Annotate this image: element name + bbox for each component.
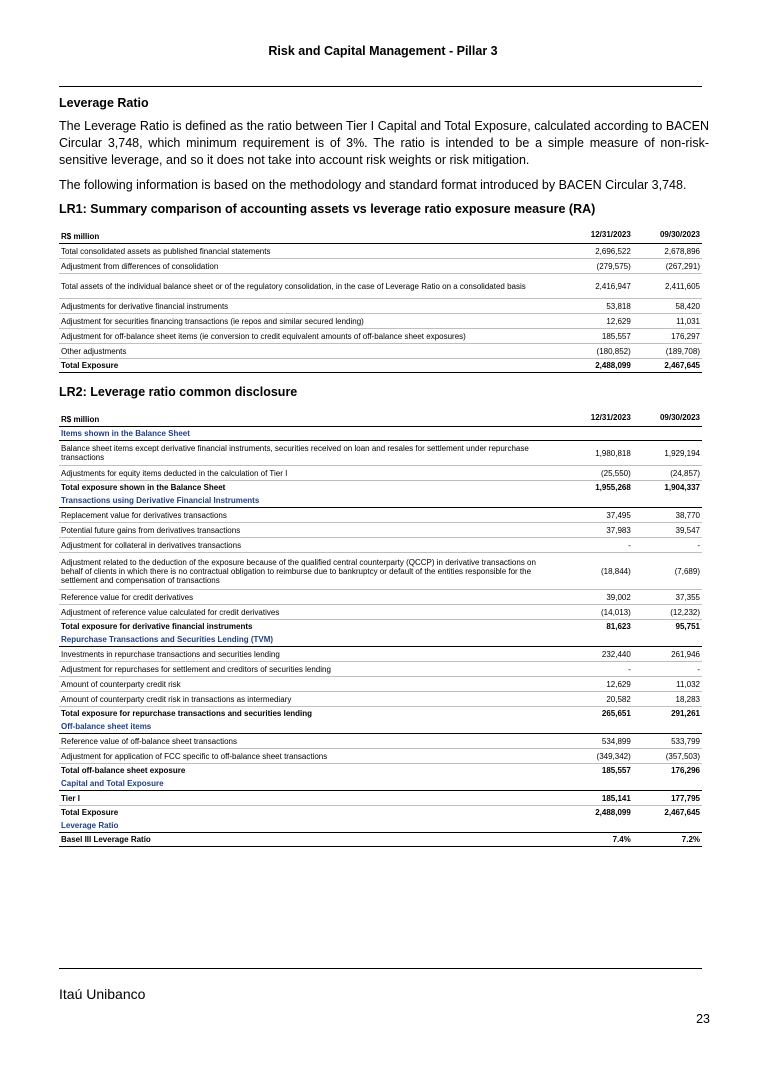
lr1-total-row [59, 359, 702, 373]
row-label: Adjustment for application of FCC specific to off-balance sheet transactions [59, 749, 564, 764]
table-row [59, 791, 702, 806]
page-number: 23 [696, 1012, 710, 1026]
row-label: Total consolidated assets as published financial statements [59, 244, 564, 259]
row-label: Balance sheet items except derivative financial instruments, securities received on loan and resales for settlement under repurchase transactions [59, 441, 564, 466]
table-row [59, 523, 702, 538]
row-value-2: (12,232) [633, 605, 702, 620]
subtotal-value-2: 1,904,337 [664, 483, 700, 492]
column-header-date-1: 12/31/2023 [564, 224, 633, 244]
subtotal-label: Total off-balance sheet exposure [61, 766, 186, 775]
row-value-2: - [633, 538, 702, 553]
row-value-1: 2,488,099 [595, 808, 631, 817]
row-value-1: - [564, 538, 633, 553]
row-value-1: 185,557 [564, 329, 633, 344]
row-value-1: 20,582 [564, 692, 633, 707]
table-row [59, 259, 702, 274]
table-row [59, 244, 702, 259]
row-label: Investments in repurchase transactions and securities lending [59, 647, 564, 662]
row-label: Adjustments for derivative financial instruments [59, 299, 564, 314]
lr2-header-row [59, 407, 702, 427]
subtotal-row [59, 707, 702, 721]
row-value-1: 232,440 [564, 647, 633, 662]
row-value-2: 58,420 [633, 299, 702, 314]
row-value-1: 37,983 [564, 523, 633, 538]
table-row [59, 314, 702, 329]
row-label: Reference value for credit derivatives [59, 590, 564, 605]
row-value-1: 39,002 [564, 590, 633, 605]
row-value-2: 37,355 [633, 590, 702, 605]
row-value-2: (24,857) [633, 466, 702, 481]
column-header-label: R$ million [59, 224, 564, 244]
lr2-title: LR2: Leverage ratio common disclosure [59, 385, 298, 399]
row-value-2: 38,770 [633, 508, 702, 523]
subtotal-label: Total exposure shown in the Balance Sheet [61, 483, 226, 492]
paragraph-definition: The Leverage Ratio is defined as the ratio between Tier I Capital and Total Exposure, calculated according to BACEN Circular 3,748, which minimum requirement is of 3%. The ratio is intended to be a simple measure of non-risk-sensitive leverage, and so it does not take into account risk weights or risk mitigation. [59, 119, 709, 167]
subtotal-row [59, 481, 702, 495]
lr1-title: LR1: Summary comparison of accounting assets vs leverage ratio exposure measure (RA) [59, 202, 596, 216]
table-row [59, 749, 702, 764]
table-row [59, 677, 702, 692]
table-row [59, 647, 702, 662]
row-value-1: - [564, 662, 633, 677]
subtotal-value-1: 185,557 [601, 766, 631, 775]
lr1-header-row [59, 224, 702, 244]
paragraph-methodology: The following information is based on the methodology and standard format introduced by BACEN Circular 3,748. [59, 178, 687, 192]
table-row [59, 508, 702, 523]
table-row [59, 299, 702, 314]
total-value-2: 2,467,645 [633, 359, 702, 373]
row-label: Adjustment for securities financing transactions (ie repos and similar secured lending) [59, 314, 564, 329]
row-value-2: 2,678,896 [633, 244, 702, 259]
row-label: Adjustment for off-balance sheet items (ie conversion to credit equivalent amounts of off-balance sheet exposures) [59, 329, 564, 344]
table-row [59, 662, 702, 677]
row-value-1: (25,550) [564, 466, 633, 481]
page-header-title: Risk and Capital Management - Pillar 3 [268, 44, 498, 58]
table-row [59, 605, 702, 620]
section-header [59, 720, 702, 734]
row-value-1: (279,575) [564, 259, 633, 274]
row-value-2: (189,708) [633, 344, 702, 359]
row-value-2: 11,031 [633, 314, 702, 329]
column-header-date-1: 12/31/2023 [564, 407, 633, 427]
row-value-1: 53,818 [564, 299, 633, 314]
table-row [59, 734, 702, 749]
section-header [59, 819, 702, 833]
row-label: Reference value of off-balance sheet transactions [59, 734, 564, 749]
lr1-table [59, 224, 702, 373]
row-value-2: 2,411,605 [633, 274, 702, 299]
row-label: Amount of counterparty credit risk in transactions as intermediary [59, 692, 564, 707]
row-value-1: (18,844) [564, 553, 633, 590]
subtotal-value-1: 1,955,268 [595, 483, 631, 492]
main-content [59, 96, 709, 847]
row-value-2: 39,547 [633, 523, 702, 538]
subtotal-value-1: 81,623 [606, 622, 631, 631]
row-value-2: 2,467,645 [664, 808, 700, 817]
row-label: Tier I [59, 791, 564, 806]
subtotal-value-2: 291,261 [671, 709, 700, 718]
section-title: Leverage Ratio [59, 96, 149, 110]
column-header-date-2: 09/30/2023 [633, 224, 702, 244]
table-row [59, 274, 702, 299]
leverage-ratio-row [59, 833, 702, 847]
row-value-1: (14,013) [564, 605, 633, 620]
row-value-1: 1,980,818 [564, 441, 633, 466]
table-row [59, 538, 702, 553]
table-row [59, 329, 702, 344]
row-value-2: 1,929,194 [633, 441, 702, 466]
total-value-1: 2,488,099 [564, 359, 633, 373]
subtotal-value-1: 265,651 [601, 709, 631, 718]
section-header [59, 633, 702, 647]
row-value-1: 37,495 [564, 508, 633, 523]
section-header [59, 777, 702, 791]
subtotal-row [59, 764, 702, 778]
subtotal-label: Total exposure for derivative financial instruments [61, 622, 253, 631]
row-label: Adjustment for repurchases for settlement and creditors of securities lending [59, 662, 564, 677]
row-value-2: (267,291) [633, 259, 702, 274]
table-row [59, 806, 702, 820]
section-header-label: Items shown in the Balance Sheet [59, 427, 702, 441]
row-value-2: 176,297 [633, 329, 702, 344]
row-label: Potential future gains from derivatives transactions [59, 523, 564, 538]
subtotal-row [59, 620, 702, 634]
total-label: Total Exposure [59, 359, 564, 373]
table-row [59, 553, 702, 590]
subtotal-value-2: 176,296 [671, 766, 700, 775]
row-value-1: 534,899 [564, 734, 633, 749]
row-value-1: 7.4% [564, 833, 633, 847]
footer-rule [59, 968, 702, 969]
table-row [59, 466, 702, 481]
row-label: Total Exposure [61, 808, 119, 817]
row-label: Total assets of the individual balance sheet or of the regulatory consolidation, in the case of Leverage Ratio on a consolidated basis [59, 274, 564, 299]
column-header-date-2: 09/30/2023 [633, 407, 702, 427]
row-value-2: (7,689) [633, 553, 702, 590]
row-label: Amount of counterparty credit risk [59, 677, 564, 692]
row-value-1: 2,696,522 [564, 244, 633, 259]
row-value-1: (180,852) [564, 344, 633, 359]
section-header-label: Off-balance sheet items [59, 720, 702, 734]
row-value-2: 533,799 [633, 734, 702, 749]
subtotal-value-2: 95,751 [675, 622, 700, 631]
row-value-2: 177,795 [633, 791, 702, 806]
row-label: Other adjustments [59, 344, 564, 359]
row-value-1: 185,141 [564, 791, 633, 806]
row-label: Basel III Leverage Ratio [59, 833, 564, 847]
row-value-2: 18,283 [633, 692, 702, 707]
footer-company: Itaú Unibanco [59, 986, 146, 1002]
row-label: Adjustment related to the deduction of the exposure because of the qualified central counterparty (QCCP) in derivative transactions on behalf of clients in which there is no contractual obligation to reimburse due to bankruptcy or default of the entities responsible for the settlement and compensation of transactions [59, 553, 564, 590]
row-label: Adjustment for collateral in derivatives transactions [59, 538, 564, 553]
row-value-2: 261,946 [633, 647, 702, 662]
row-label: Adjustment from differences of consolidation [59, 259, 564, 274]
table-row [59, 590, 702, 605]
subtotal-label: Total exposure for repurchase transactions and securities lending [61, 709, 313, 718]
header-rule [59, 86, 702, 87]
row-value-2: 7.2% [633, 833, 702, 847]
row-value-2: (357,503) [633, 749, 702, 764]
table-row [59, 692, 702, 707]
table-row [59, 344, 702, 359]
row-label: Adjustments for equity items deducted in the calculation of Tier I [59, 466, 564, 481]
column-header-label: R$ million [59, 407, 564, 427]
row-value-1: (349,342) [564, 749, 633, 764]
row-value-1: 12,629 [564, 677, 633, 692]
row-label: Adjustment of reference value calculated for credit derivatives [59, 605, 564, 620]
row-value-1: 2,416,947 [564, 274, 633, 299]
section-header-label: Transactions using Derivative Financial Instruments [59, 494, 702, 508]
section-header-label: Capital and Total Exposure [59, 777, 702, 791]
row-value-2: 11,032 [633, 677, 702, 692]
row-value-1: 12,629 [564, 314, 633, 329]
table-row [59, 441, 702, 466]
section-header [59, 494, 702, 508]
section-header-label: Leverage Ratio [59, 819, 702, 833]
row-label: Replacement value for derivatives transactions [59, 508, 564, 523]
section-header [59, 427, 702, 441]
row-value-2: - [633, 662, 702, 677]
section-header-label: Repurchase Transactions and Securities Lending (TVM) [59, 633, 702, 647]
lr2-table [59, 407, 702, 847]
